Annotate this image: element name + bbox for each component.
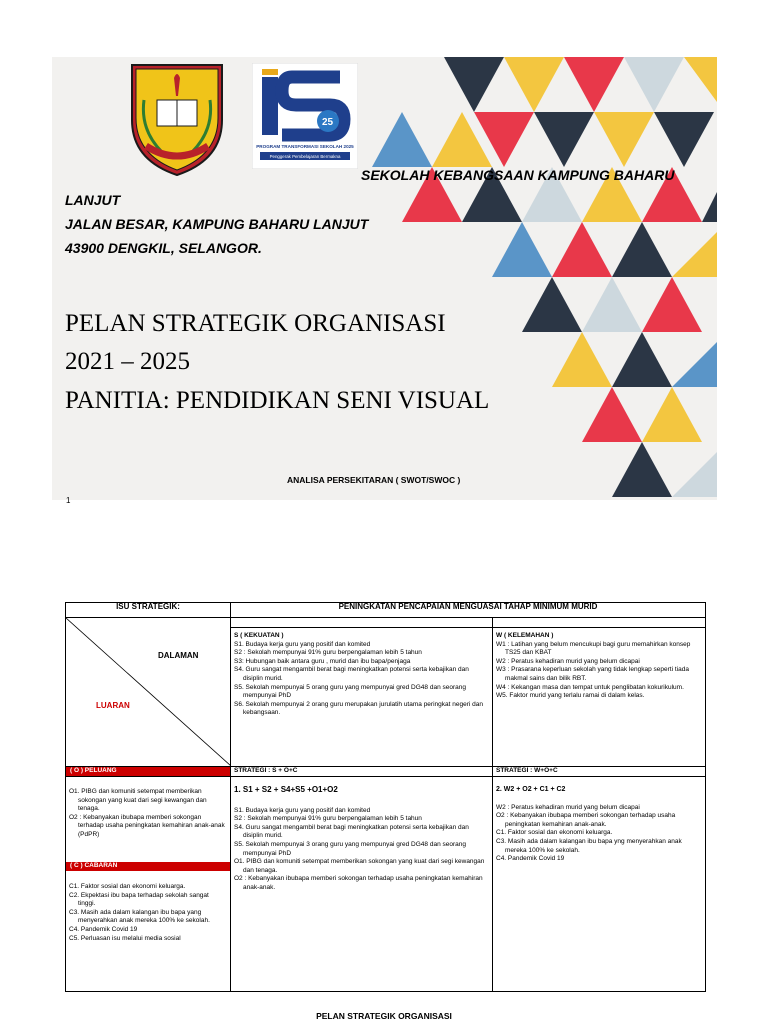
analysis-heading: ANALISA PERSEKITARAN ( SWOT/SWOC ) <box>287 475 461 485</box>
ts25-number: 25 <box>322 117 334 128</box>
challenge-item: C1. Faktor sosial dan ekonomi keluarga. <box>69 883 186 890</box>
weaknesses-cell <box>493 628 706 767</box>
strength-item: S2 : Sekolah mempunyai 91% guru berpengalaman lebih 5 tahun <box>234 649 422 657</box>
cover-slide <box>52 57 717 500</box>
strategy-so-cell <box>231 777 493 992</box>
weakness-item: W5. Faktor murid yang terlalu ramai di dalam kelas. <box>496 692 645 700</box>
strategy-wo-item: C3. Masih ada dalam kalangan ibu bapa yng menyerahkan anak mereka 100% ke sekolah. <box>496 837 682 854</box>
opportunity-header: ( O ) PELUANG <box>66 767 230 776</box>
strategy-wo-formula: 2. W2 + O2 + C1 + C2 <box>496 786 566 793</box>
strategy-wo-item: O2 : Kebanyakan ibubapa memberi sokongan terhadap usaha peningkatan kemahiran anak-anak. <box>496 812 676 828</box>
ts25-program-logo <box>252 63 358 169</box>
challenge-item: C3. Masih ada dalam kalangan ibu bapa yang menyerahkan anak mereka 100% ke sekolah. <box>69 908 210 925</box>
ts25-program-text: PROGRAM TRANSFORMASI SEKOLAH 2025 <box>256 144 354 149</box>
dalaman-luaran-cell <box>66 618 231 767</box>
strategy-wo-item: C4. Pandemik Covid 19 <box>496 855 565 863</box>
strategy-wo-item: W2 : Peratus kehadiran murid yang belum dicapai <box>496 803 640 811</box>
school-name: SEKOLAH KEBANGSAAN KAMPUNG BAHARU <box>361 167 675 183</box>
opportunities-list <box>66 777 230 862</box>
weakness-item: W3 : Prasarana keperluan sekolah yang tidak lengkap seperti tiada makmal sains dan bilik RBT. <box>496 666 689 682</box>
address-line-1: LANJUT <box>65 192 121 208</box>
strategy-wo-item: C1. Faktor sosial dan ekonomi keluarga. <box>496 829 613 837</box>
weaknesses-title: W ( KELEMAHAN ) <box>496 632 554 639</box>
opportunity-item: O1. PIBG dan komuniti setempat memberikan sokongan yang kuat dari segi kewangan dan tenaga. <box>69 788 207 813</box>
plan-years: 2021 – 2025 <box>65 348 190 375</box>
isu-value: PENINGKATAN PENCAPAIAN MENGUASAI TAHAP MINIMUM MURID <box>231 603 706 618</box>
dalaman-label: DALAMAN <box>158 651 199 660</box>
page-footer: PELAN STRATEGIK ORGANISASI <box>316 1011 452 1021</box>
opportunity-header-cell <box>66 767 231 777</box>
strategy-wo-label: STRATEGI : W+O+C <box>493 767 706 777</box>
opportunity-item: O2 : Kebanyakan ibubapa memberi sokongan terhadap usaha peningkatan kemahiran anak-anak (PdPR) <box>69 813 225 838</box>
strategy-so-label: STRATEGI : S + O+C <box>231 767 493 777</box>
diagonal-divider <box>66 618 231 766</box>
strategy-so-item: S2 : Sekolah mempunyai 91% guru berpengalaman lebih 5 tahun <box>234 815 422 823</box>
school-crest-logo <box>122 60 232 180</box>
luaran-label: LUARAN <box>96 701 130 710</box>
strengths-cell <box>231 628 493 767</box>
challenge-header: ( C ) CABARAN <box>66 862 230 871</box>
page-number: 1 <box>66 496 71 505</box>
strategy-so-item: O1. PIBG dan komuniti setempat memberikan sokongan yang kuat dari segi kewangan dan tenaga. <box>234 858 485 874</box>
plan-title: PELAN STRATEGIK ORGANISASI <box>65 310 446 337</box>
strength-item: S6. Sekolah mempunyai 2 orang guru merupakan jurulatih utama peringkat negeri dan kebangsaan. <box>234 700 483 717</box>
address-line-2: JALAN BESAR, KAMPUNG BAHARU LANJUT <box>65 216 369 232</box>
strengths-title: S ( KEKUATAN ) <box>234 632 284 639</box>
strategy-so-formula: 1. S1 + S2 + S4+S5 +O1+O2 <box>234 785 338 794</box>
strategy-so-item: O2 : Kebanyakan ibubapa memberi sokongan terhadap usaha peningkatan kemahiran anak-anak. <box>234 875 483 891</box>
strategy-so-item: S4. Guru sangat mengambil berat bagi meningkatkan potensi serta kebajikan dan disiplin murid. <box>234 823 469 840</box>
address-line-3: 43900 DENGKIL, SELANGOR. <box>65 240 262 256</box>
strength-item: S4. Guru sangat mengambil berat bagi meningkatkan potensi serta kebajikan dan disiplin murid. <box>234 666 469 682</box>
strategy-so-item: S5. Sekolah mempunyai 3 orang guru yang mempunyai gred DG48 dan seorang mempunyai PhD <box>234 840 466 857</box>
strategy-so-item: S1. Budaya kerja guru yang positif dan komited <box>234 806 371 814</box>
strategy-wo-cell <box>493 777 706 992</box>
strength-item: S3: Hubungan baik antara guru , murid dan ibu bapa/penjaga <box>234 657 411 665</box>
challenges-list <box>66 871 230 943</box>
strength-item: S1. Budaya kerja guru yang positif dan komited <box>234 640 371 648</box>
isu-label: ISU STRATEGIK: <box>66 603 231 618</box>
challenge-item: C2. Ekpektasi ibu bapa terhadap sekolah sangat tinggi. <box>69 891 209 908</box>
opportunity-challenge-cell <box>66 777 231 992</box>
weakness-item: W4 : Kekangan masa dan tempat untuk penglibatan kokurikulum. <box>496 683 684 691</box>
challenge-item: C5. Perluasan isu melalui media sosial <box>69 934 181 942</box>
panel-name: PANITIA: PENDIDIKAN SENI VISUAL <box>65 387 490 414</box>
ts25-tagline: Penggerak Pembelajaran Bermakna <box>269 154 341 159</box>
swot-table <box>65 602 705 1012</box>
strength-item: S5. Sekolah mempunyai 5 orang guru yang mempunyai gred DG48 dan seorang mempunyai PhD <box>234 683 466 700</box>
weakness-item: W1 : Latihan yang belum mencukupi bagi guru memahirkan konsep TS25 dan KBAT <box>496 640 691 657</box>
challenge-item: C4. Pandemik Covid 19 <box>69 925 138 933</box>
weakness-item: W2 : Peratus kehadiran murid yang belum dicapai <box>496 657 640 665</box>
